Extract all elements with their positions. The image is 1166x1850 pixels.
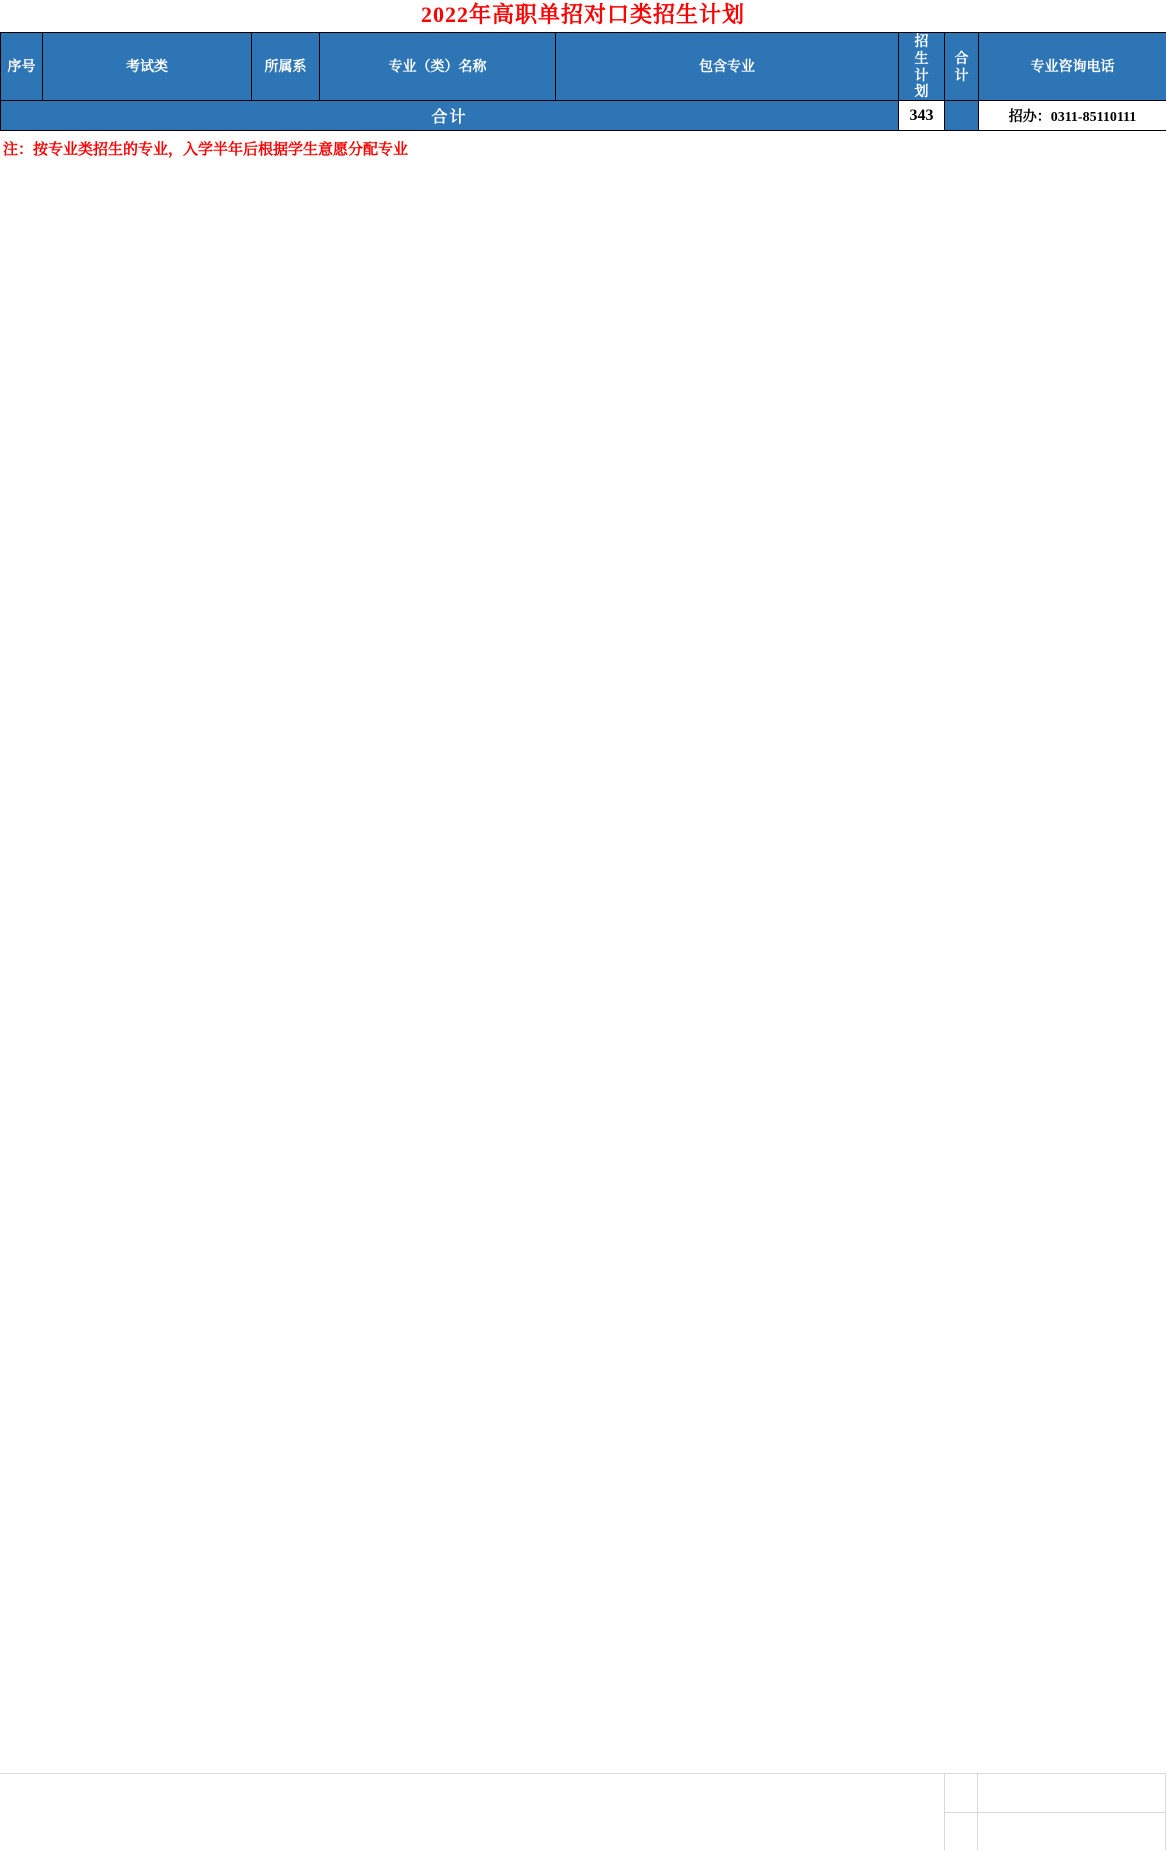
gridline xyxy=(0,1773,1166,1774)
header-plan-count: 招生计划 xyxy=(899,33,945,101)
header-total: 合计 xyxy=(945,33,979,101)
page-title: 2022年高职单招对口类招生计划 xyxy=(420,2,745,27)
header-exam-category: 考试类 xyxy=(43,33,252,101)
header-department: 所属系 xyxy=(252,33,320,101)
grand-total-label: 合计 xyxy=(1,101,899,131)
plan-table xyxy=(0,32,1166,131)
header-major-name: 专业（类）名称 xyxy=(320,33,556,101)
grand-total-blank-cell xyxy=(945,101,979,131)
footnote: 注：按专业类招生的专业，入学半年后根据学生意愿分配专业 xyxy=(3,141,409,159)
grand-total-row xyxy=(1,101,1166,131)
header-consult-phone: 专业咨询电话 xyxy=(979,33,1166,101)
header-row xyxy=(1,33,1166,101)
header-seq: 序号 xyxy=(1,33,43,101)
gridline xyxy=(944,1773,945,1850)
grand-total-count: 343 xyxy=(899,101,945,131)
admissions-office-phone: 招办：0311-85110111 xyxy=(979,101,1166,131)
header-included-majors: 包含专业 xyxy=(556,33,899,101)
gridline xyxy=(977,1773,978,1850)
